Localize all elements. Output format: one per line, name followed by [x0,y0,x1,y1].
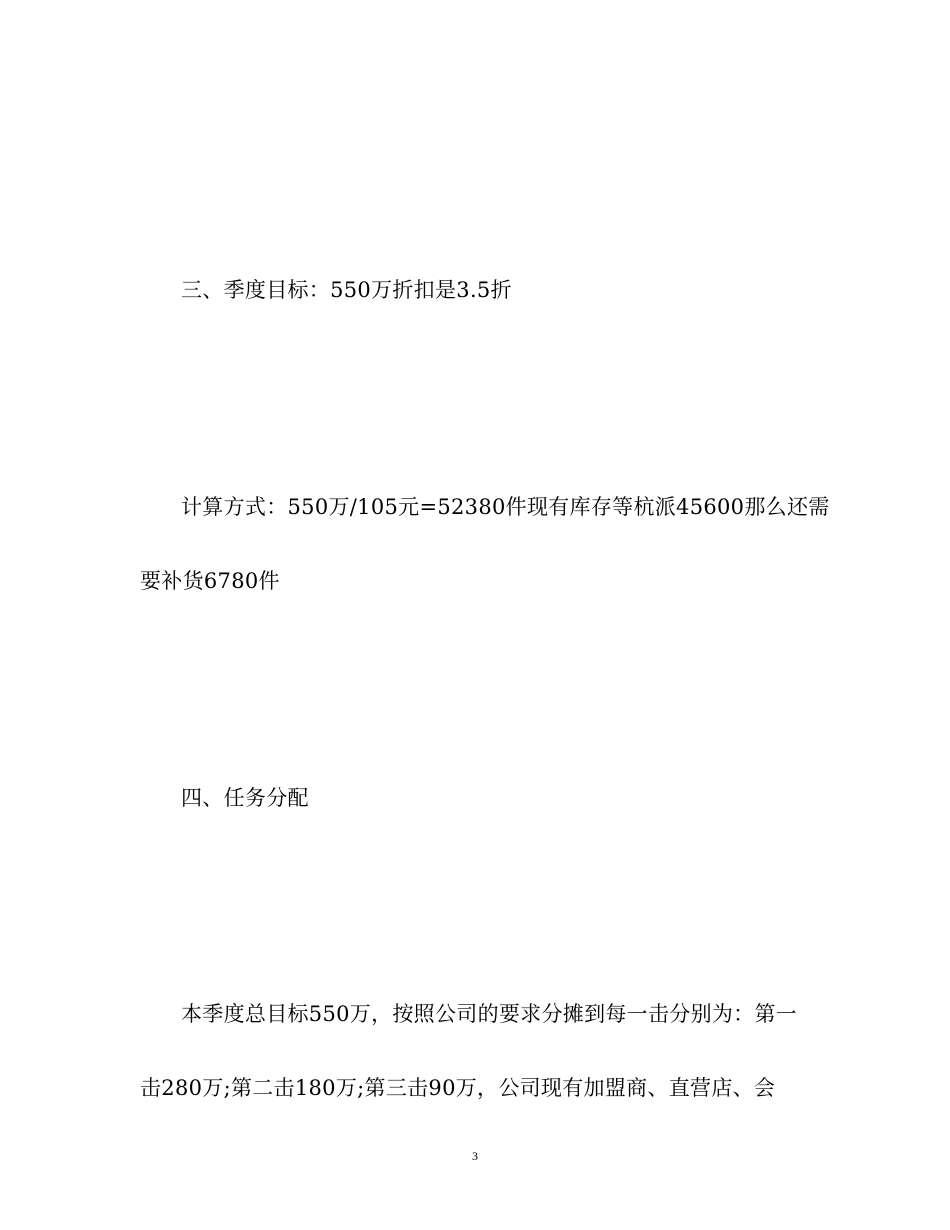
allocation-paragraph-line-1: 本季度总目标550万，按照公司的要求分摊到每一击分别为：第一 [181,1002,798,1026]
section-heading-quarter-target: 三、季度目标：550万折扣是3.5折 [181,278,512,302]
calculation-paragraph-line-1: 计算方式：550万/105元=52380件现有库存等杭派45600那么还需 [181,495,830,519]
allocation-paragraph-line-2: 击280万;第二击180万;第三击90万，公司现有加盟商、直营店、会 [140,1076,776,1100]
section-heading-task-allocation: 四、任务分配 [181,786,309,810]
page-number: 3 [472,1149,478,1163]
calculation-paragraph-line-2: 要补货6780件 [140,569,280,593]
